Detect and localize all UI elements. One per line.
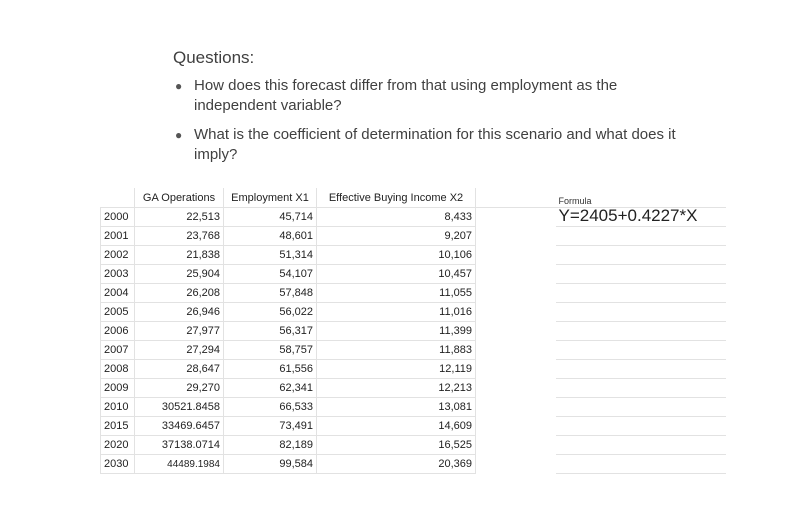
cell-gap: [476, 341, 556, 360]
cell-employment[interactable]: 82,189: [224, 436, 317, 455]
cell-gap: [476, 322, 556, 341]
cell-ga-operations[interactable]: 28,647: [135, 360, 224, 379]
table-row: [101, 455, 726, 474]
cell-ga-operations[interactable]: 26,946: [135, 303, 224, 322]
cell-gap: [476, 360, 556, 379]
cell-employment[interactable]: 54,107: [224, 265, 317, 284]
questions-title: Questions:: [173, 48, 255, 67]
cell-ga-operations[interactable]: 44489.1984: [135, 455, 224, 474]
cell-formula-blank[interactable]: [556, 284, 726, 303]
table-row: [101, 227, 726, 246]
cell-effective-buying-income[interactable]: 12,119: [317, 360, 476, 379]
cell-ga-operations[interactable]: 22,513: [135, 208, 224, 227]
cell-year[interactable]: 2009: [101, 379, 135, 398]
cell-employment[interactable]: 56,317: [224, 322, 317, 341]
question-text: What is the coefficient of determination for this scenario and what does it imply?: [194, 126, 676, 163]
cell-ga-operations[interactable]: 27,294: [135, 341, 224, 360]
cell-gap: [476, 284, 556, 303]
cell-gap: [476, 379, 556, 398]
cell-employment[interactable]: 99,584: [224, 455, 317, 474]
cell-year[interactable]: 2030: [101, 455, 135, 474]
cell-year[interactable]: 2020: [101, 436, 135, 455]
cell-gap: [476, 398, 556, 417]
question-item: [173, 125, 693, 165]
cell-year[interactable]: 2006: [101, 322, 135, 341]
cell-year[interactable]: 2015: [101, 417, 135, 436]
cell-formula-blank[interactable]: [556, 436, 726, 455]
cell-formula-blank[interactable]: [556, 455, 726, 474]
header-gap: [476, 188, 556, 208]
cell-formula-blank[interactable]: [556, 322, 726, 341]
table-row: [101, 417, 726, 436]
cell-year[interactable]: 2007: [101, 341, 135, 360]
cell-employment[interactable]: 45,714: [224, 208, 317, 227]
questions-list: [173, 76, 693, 165]
cell-employment[interactable]: 62,341: [224, 379, 317, 398]
cell-effective-buying-income[interactable]: 9,207: [317, 227, 476, 246]
cell-effective-buying-income[interactable]: 14,609: [317, 417, 476, 436]
data-table: [100, 188, 726, 474]
cell-ga-operations[interactable]: 21,838: [135, 246, 224, 265]
cell-gap: [476, 455, 556, 474]
cell-effective-buying-income[interactable]: 13,081: [317, 398, 476, 417]
cell-gap: [476, 208, 556, 227]
cell-gap: [476, 303, 556, 322]
cell-ga-operations[interactable]: 27,977: [135, 322, 224, 341]
cell-year[interactable]: 2005: [101, 303, 135, 322]
table-row: [101, 398, 726, 417]
cell-gap: [476, 246, 556, 265]
cell-year[interactable]: 2001: [101, 227, 135, 246]
cell-ga-operations[interactable]: 37138.0714: [135, 436, 224, 455]
question-text: How does this forecast differ from that using employment as the independent variable?: [194, 77, 618, 114]
header-row: [101, 188, 726, 208]
cell-year[interactable]: 2008: [101, 360, 135, 379]
table-row: [101, 246, 726, 265]
table-row: [101, 208, 726, 227]
table-row: [101, 284, 726, 303]
cell-effective-buying-income[interactable]: 10,106: [317, 246, 476, 265]
cell-employment[interactable]: 58,757: [224, 341, 317, 360]
cell-ga-operations[interactable]: 23,768: [135, 227, 224, 246]
formula-cell[interactable]: Y=2405+0.4227*X: [556, 208, 726, 227]
cell-year[interactable]: 2004: [101, 284, 135, 303]
cell-formula-blank[interactable]: [556, 227, 726, 246]
cell-formula-blank[interactable]: [556, 417, 726, 436]
questions-block: [173, 48, 693, 174]
cell-ga-operations[interactable]: 29,270: [135, 379, 224, 398]
cell-effective-buying-income[interactable]: 20,369: [317, 455, 476, 474]
cell-year[interactable]: 2002: [101, 246, 135, 265]
cell-ga-operations[interactable]: 33469.6457: [135, 417, 224, 436]
cell-effective-buying-income[interactable]: 11,883: [317, 341, 476, 360]
cell-year[interactable]: 2010: [101, 398, 135, 417]
cell-effective-buying-income[interactable]: 10,457: [317, 265, 476, 284]
cell-ga-operations[interactable]: 26,208: [135, 284, 224, 303]
table-row: [101, 322, 726, 341]
table-row: [101, 265, 726, 284]
cell-year[interactable]: 2003: [101, 265, 135, 284]
cell-gap: [476, 417, 556, 436]
table-row: [101, 303, 726, 322]
cell-effective-buying-income[interactable]: 16,525: [317, 436, 476, 455]
cell-formula-blank[interactable]: [556, 246, 726, 265]
formula-label: Formula: [556, 188, 726, 208]
bullet-icon: ●: [175, 128, 183, 142]
cell-year[interactable]: 2000: [101, 208, 135, 227]
table-row: [101, 360, 726, 379]
cell-effective-buying-income[interactable]: 11,016: [317, 303, 476, 322]
bullet-icon: ●: [175, 79, 183, 93]
cell-effective-buying-income[interactable]: 11,399: [317, 322, 476, 341]
cell-gap: [476, 227, 556, 246]
question-item: [173, 76, 693, 116]
cell-employment[interactable]: 73,491: [224, 417, 317, 436]
cell-employment[interactable]: 61,556: [224, 360, 317, 379]
header-ga-operations: GA Operations: [135, 188, 224, 208]
cell-effective-buying-income[interactable]: 12,213: [317, 379, 476, 398]
cell-formula-blank[interactable]: [556, 379, 726, 398]
header-employment: Employment X1: [224, 188, 317, 208]
table-row: [101, 436, 726, 455]
cell-formula-blank[interactable]: [556, 341, 726, 360]
cell-formula-blank[interactable]: [556, 303, 726, 322]
cell-formula-blank[interactable]: [556, 265, 726, 284]
table-row: [101, 341, 726, 360]
cell-formula-blank[interactable]: [556, 360, 726, 379]
cell-effective-buying-income[interactable]: 8,433: [317, 208, 476, 227]
header-effective-buying-income: Effective Buying Income X2: [317, 188, 476, 208]
cell-employment[interactable]: 48,601: [224, 227, 317, 246]
cell-employment[interactable]: 56,022: [224, 303, 317, 322]
cell-ga-operations[interactable]: 25,904: [135, 265, 224, 284]
header-year: [101, 188, 135, 208]
cell-employment[interactable]: 51,314: [224, 246, 317, 265]
table-row: [101, 379, 726, 398]
cell-formula-blank[interactable]: [556, 398, 726, 417]
cell-employment[interactable]: 57,848: [224, 284, 317, 303]
cell-gap: [476, 436, 556, 455]
cell-employment[interactable]: 66,533: [224, 398, 317, 417]
cell-gap: [476, 265, 556, 284]
cell-ga-operations[interactable]: 30521.8458: [135, 398, 224, 417]
cell-effective-buying-income[interactable]: 11,055: [317, 284, 476, 303]
